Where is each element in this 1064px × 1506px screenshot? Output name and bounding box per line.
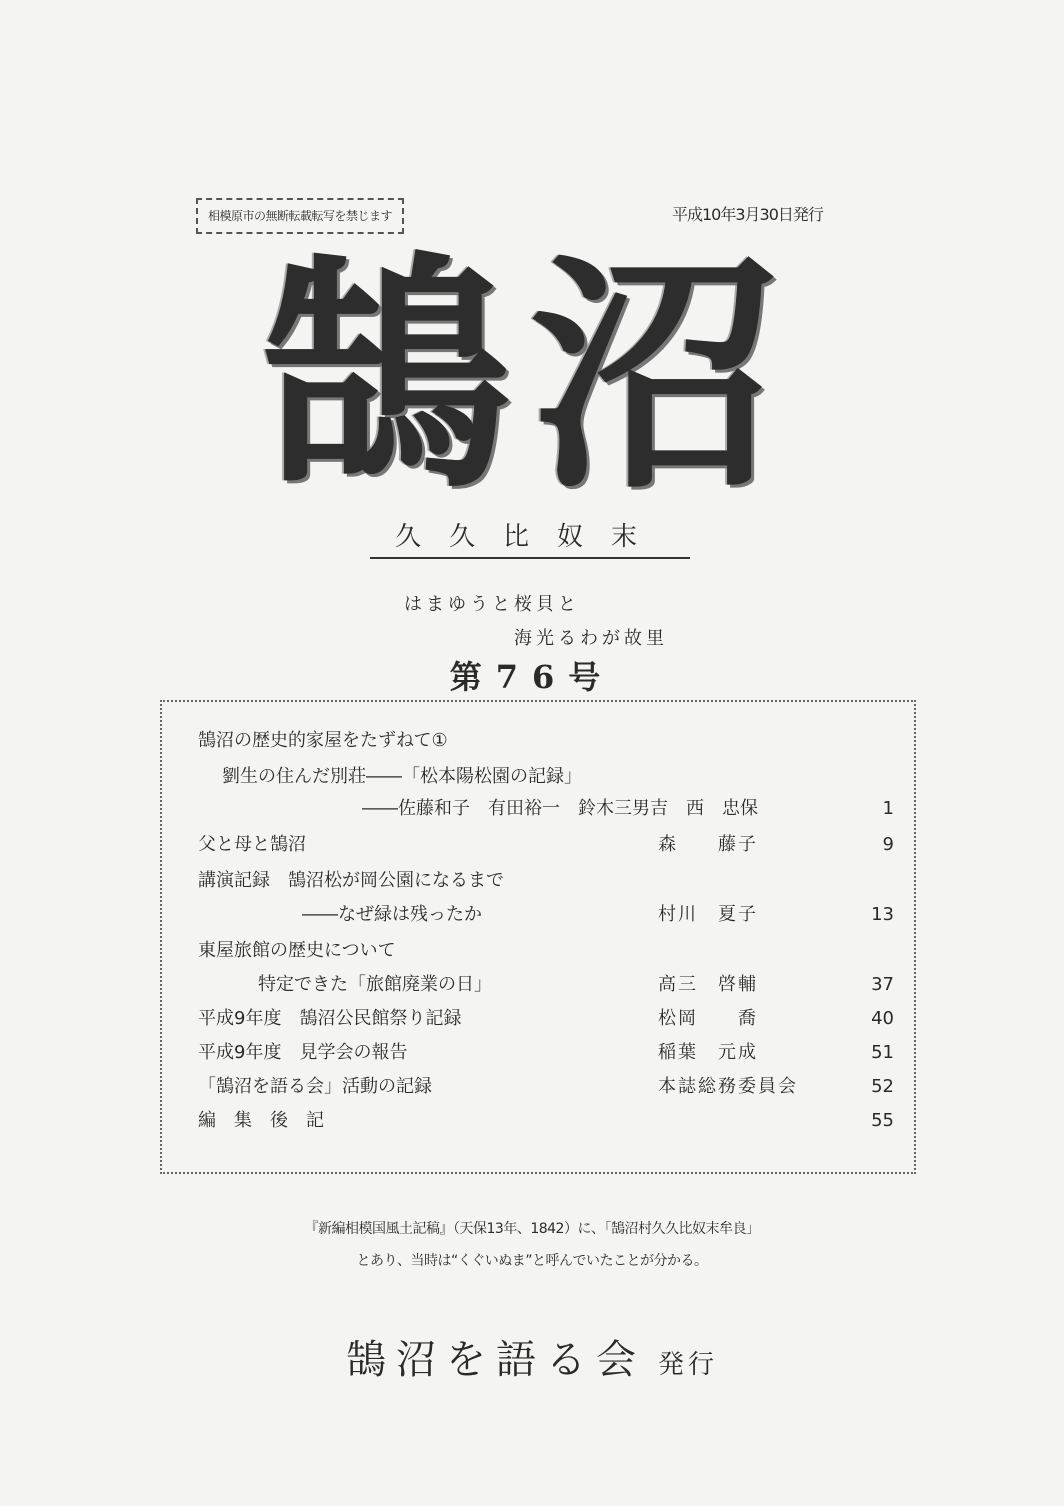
publisher-suffix: 発行 [657,1350,718,1380]
toc-item-title: 「鵠沼を語る会」活動の記録 [198,1076,432,1097]
toc-item [198,866,894,896]
toc-item-author: 稲葉 元成 [658,1042,758,1063]
toc-item [258,970,894,1000]
toc-item-page: 13 [871,904,894,925]
publisher-name: 鵠沼を語る会 [345,1337,646,1383]
toc-item-title: 特定できた「旅館廃業の日」 [258,974,492,995]
masthead-title: 鵠沼 [260,228,800,522]
toc-item [198,1072,894,1102]
table-of-contents [160,700,916,1174]
footnote-line-2: とあり、当時は“くぐいぬま”と呼んでいたことが分かる。 [356,1253,708,1269]
toc-item-author: 村川 夏子 [658,904,758,925]
poem-line-2: 海光るわが故里 [514,628,668,649]
toc-item-page: 51 [871,1042,894,1063]
toc-item-title: 鵠沼の歴史的家屋をたずねて① [198,730,448,751]
masthead-kana: 久久比奴末 [370,516,690,559]
footnote-line-1: 『新編相模国風土記稿』（天保13年、1842）に、「鵠沼村久久比奴末牟良」 [304,1221,760,1237]
toc-item-page: 52 [871,1076,894,1097]
copyright-notice: 相模原市の無断転載転写を禁じます [196,198,404,234]
toc-item [362,794,894,824]
toc-item-title: 父と母と鵠沼 [198,834,306,855]
toc-item-title: 講演記録 鵠沼松が岡公園になるまで [198,870,504,891]
toc-item-page: 37 [871,974,894,995]
toc-item [198,1004,894,1034]
toc-item [198,1106,894,1136]
toc-item-page: 55 [871,1110,894,1131]
toc-item-title: 東屋旅館の歴史について [198,940,396,961]
toc-item-title: 編 集 後 記 [198,1110,324,1131]
toc-item-author: 高三 啓輔 [658,974,758,995]
toc-item-title: 平成9年度 鵠沼公民館祭り記録 [198,1008,462,1029]
toc-item-title: 劉生の住んだ別荘――「松本陽松園の記録」 [222,766,582,787]
toc-item [198,1038,894,1068]
toc-item [302,900,894,930]
toc-item-author: 森 藤子 [658,834,758,855]
toc-item [222,762,894,792]
toc-item-title: ――なぜ緑は残ったか [302,904,482,925]
toc-item-page: 9 [882,834,894,855]
toc-item-author: 本誌総務委員会 [658,1076,798,1097]
toc-item [198,726,894,756]
publisher [0,1328,1064,1385]
toc-item-page: 1 [882,798,894,819]
toc-item-title: ――佐藤和子 有田裕一 鈴木三男吉 西 忠保 [362,798,758,819]
publication-date: 平成10年3月30日発行 [672,205,823,224]
toc-item [198,936,894,966]
toc-item-page: 40 [871,1008,894,1029]
toc-item [198,830,894,860]
toc-item-author: 松岡 喬 [658,1008,758,1029]
issue-number: 第76号 [449,658,615,696]
poem-line-1: はまゆうと桜貝と [404,594,580,615]
toc-item-title: 平成9年度 見学会の報告 [198,1042,408,1063]
